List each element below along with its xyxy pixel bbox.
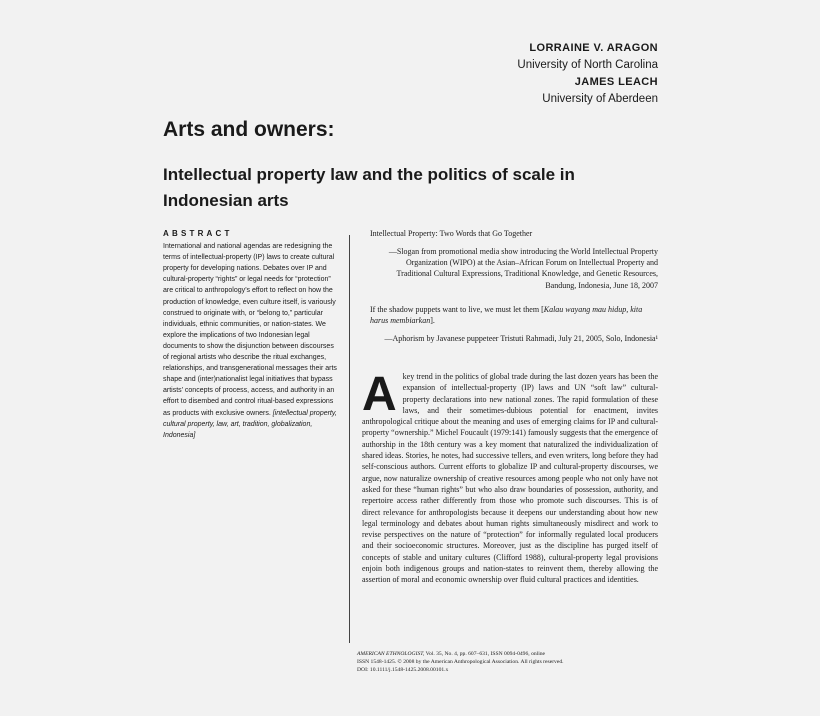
abstract-keywords: [intellectual property, cultural property, law, art, tradition, globalization, Indonesia] xyxy=(163,409,337,439)
author-name-2: JAMES LEACH xyxy=(574,76,658,88)
footer-journal: AMERICAN ETHNOLOGIST, xyxy=(357,651,425,657)
body-text xyxy=(362,368,658,586)
epigraph-2-attribution: —Aphorism by Javanese puppeteer Tristuti Rahmadi, July 21, 2005, Solo, Indonesia¹ xyxy=(384,334,658,343)
footer-volume: Vol. 35, No. 4, pp. 607–631, ISSN 0094-0496, online xyxy=(425,651,546,657)
author-block xyxy=(517,40,658,108)
column-divider xyxy=(349,235,350,643)
epigraph-2-quote-italic: Kalau wayang mau hidup, kita harus membiarkan xyxy=(370,305,643,326)
epigraph-2-quote-post: ]. xyxy=(430,316,435,326)
body-paragraph: key trend in the politics of global trade during the last dozen years has been the expansion of intellectual-property (IP) laws and UN “soft law” cultural-property declarations into new national zones. The rapid formulation of these laws, and their sometimes-dubious potential for enactment, invites anthropological critique about the meaning and uses of emerging claims for IP and cultural-property “ownership.” Michel Foucault (1979:141) famously suggests that the emergence of authorship in the 18th century was a key moment that naturalized the individualization of shared ideas. Stories, he notes, had successive tellers, and even writers, long before they had self-conscious authors. Current efforts to globalize IP and cultural-property discourses, we argue, now naturalize ownership of creative resources among people who not only have not asked for these “human rights” but who also draw boundaries of possession, authority, and repertoire access rather differently from those who promote such discourses. This is of direct relevance for anthropologists because it deepens our understanding about how new legal terminology and debates about human rights simultaneously misdirect and work to revise perspectives on the nature of “protection” for informally regulated local producers and their socioeconomic structures. Moreover, just as the discipline has purged itself of concepts of stable and unitary cultures (Clifford 1988), cultural-property legal provisions enjoin both indigenous groups and nation-states to reinvent them, thereby allowing the assertion of moral and economic ownership over fluid cultural practices and identities. xyxy=(362,372,658,585)
drop-cap: A xyxy=(362,368,397,421)
abstract-text: International and national agendas are redesigning the terms of intellectual-property (IP) laws to create cultural property for developing nations. Debates over IP and cultural-property “rights” or legal needs for “protection” are critical to anthropology’s effort to reflect on how the production of knowledge, even culture itself, is variously construed to originate with, or “belong to,” particular individuals, ethnic communities, or nation-states. We explore the implications of two Indonesian legal documents to show the disjunction between discourses of regional artists who describe the ritual exchanges, relationships, and transgenerational messages their arts shape and (inter)nationalist legal initiatives that bypass artists’ concepts of process, access, and authority in an effort to disembed and control ritual-based expressions as products with exclusive owners. xyxy=(163,243,337,417)
epigraph-2-quote-pre: If the shadow puppets want to live, we must let them [ xyxy=(370,305,544,314)
epigraph-2-quote xyxy=(370,304,658,326)
article-title: Arts and owners: xyxy=(163,118,335,141)
author-name-1: LORRAINE V. ARAGON xyxy=(529,42,658,54)
epigraph-1-attribution: —Slogan from promotional media show introducing the World Intellectual Property Organization (WIPO) at the Asian–African Forum on Intellectual Property and Traditional Cultural Expressions, Traditional Knowledge, and Genetic Resources, Bandung, Indonesia, June 18, 2007 xyxy=(388,247,658,290)
abstract xyxy=(163,228,338,441)
footer-line-3: DOI: 10.1111/j.1548-1425.2008.00101.x xyxy=(357,666,449,673)
author-affiliation-2: University of Aberdeen xyxy=(542,93,658,105)
footer-line-1 xyxy=(357,651,657,659)
epigraph-1-quote: Intellectual Property: Two Words that Go Together xyxy=(370,229,533,238)
citation-footer xyxy=(357,651,657,674)
footer-line-2: ISSN 1548-1425. © 2008 by the American Anthropological Association. All rights reserved. xyxy=(357,658,564,665)
article-subtitle: Intellectual property law and the politics of scale in Indonesian arts xyxy=(163,165,575,210)
author-affiliation-1: University of North Carolina xyxy=(517,59,658,71)
abstract-heading: ABSTRACT xyxy=(163,229,233,238)
